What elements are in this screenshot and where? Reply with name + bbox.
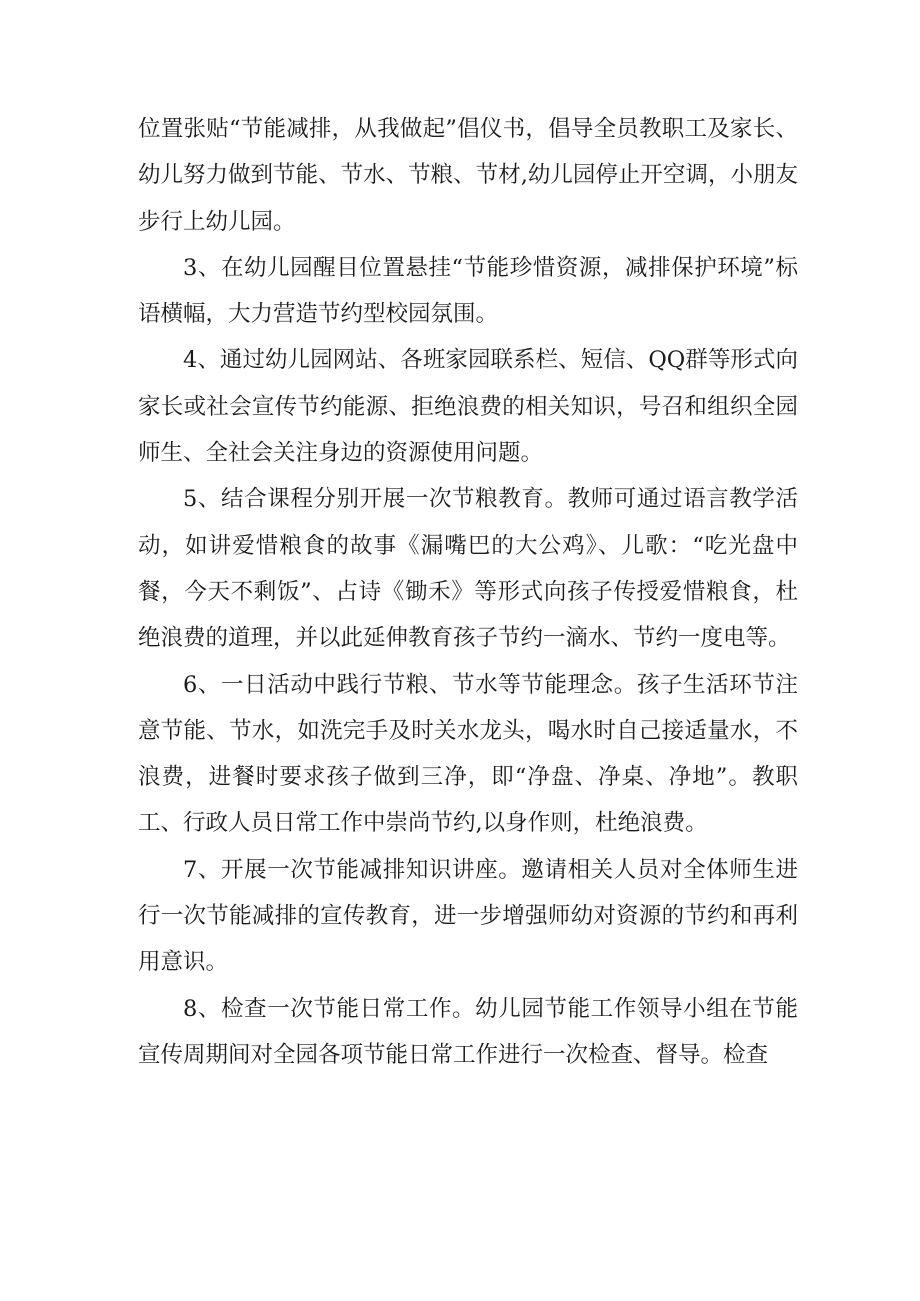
paragraph-1: 位置张贴“节能减排，从我做起”倡仪书，倡导全员教职工及家长、幼儿努力做到节能、节水、节粮、节材,幼儿园停止开空调，小朋友步行上幼儿园。 bbox=[138, 116, 798, 235]
document-body bbox=[138, 106, 798, 1078]
paragraph-item-7: 7、开展一次节能减排知识讲座。邀请相关人员对全体师生进行一次节能减排的宣传教育，进一步增强师幼对资源的节约和再利用意识。 bbox=[138, 856, 798, 976]
paragraph-item-8: 8、检查一次节能日常工作。幼儿园节能工作领导小组在节能宣传周期间对全园各项节能日常工作进行一次检查、督导。检查 bbox=[138, 995, 798, 1068]
paragraph-item-4: 4、通过幼儿园网站、各班家园联系栏、短信、QQ群等形式向家长或社会宣传节约能源、拒绝浪费的相关知识，号召和组织全园师生、全社会关注身边的资源使用问题。 bbox=[138, 347, 798, 467]
paragraph-item-3: 3、在幼儿园醒目位置悬挂“节能珍惜资源，减排保护环境”标语横幅，大力营造节约型校园氛围。 bbox=[138, 254, 798, 328]
paragraph-item-5: 5、结合课程分别开展一次节粮教育。教师可通过语言教学活动，如讲爱惜粮食的故事《漏嘴巴的大公鸡》、儿歌：“吃光盘中餐，今天不剩饭”、占诗《锄禾》等形式向孩子传授爱惜粮食，杜绝浪费的道理，并以此延伸教育孩子节约一滴水、节约一度电等。 bbox=[138, 486, 798, 652]
paragraph-item-6: 6、一日活动中践行节粮、节水等节能理念。孩子生活环节注意节能、节水，如洗完手及时关水龙头，喝水时自己接适量水，不浪费，进餐时要求孩子做到三净，即“净盘、净桌、净地”。教职工、行政人员日常工作中崇尚节约,以身作则，杜绝浪费。 bbox=[138, 671, 798, 837]
